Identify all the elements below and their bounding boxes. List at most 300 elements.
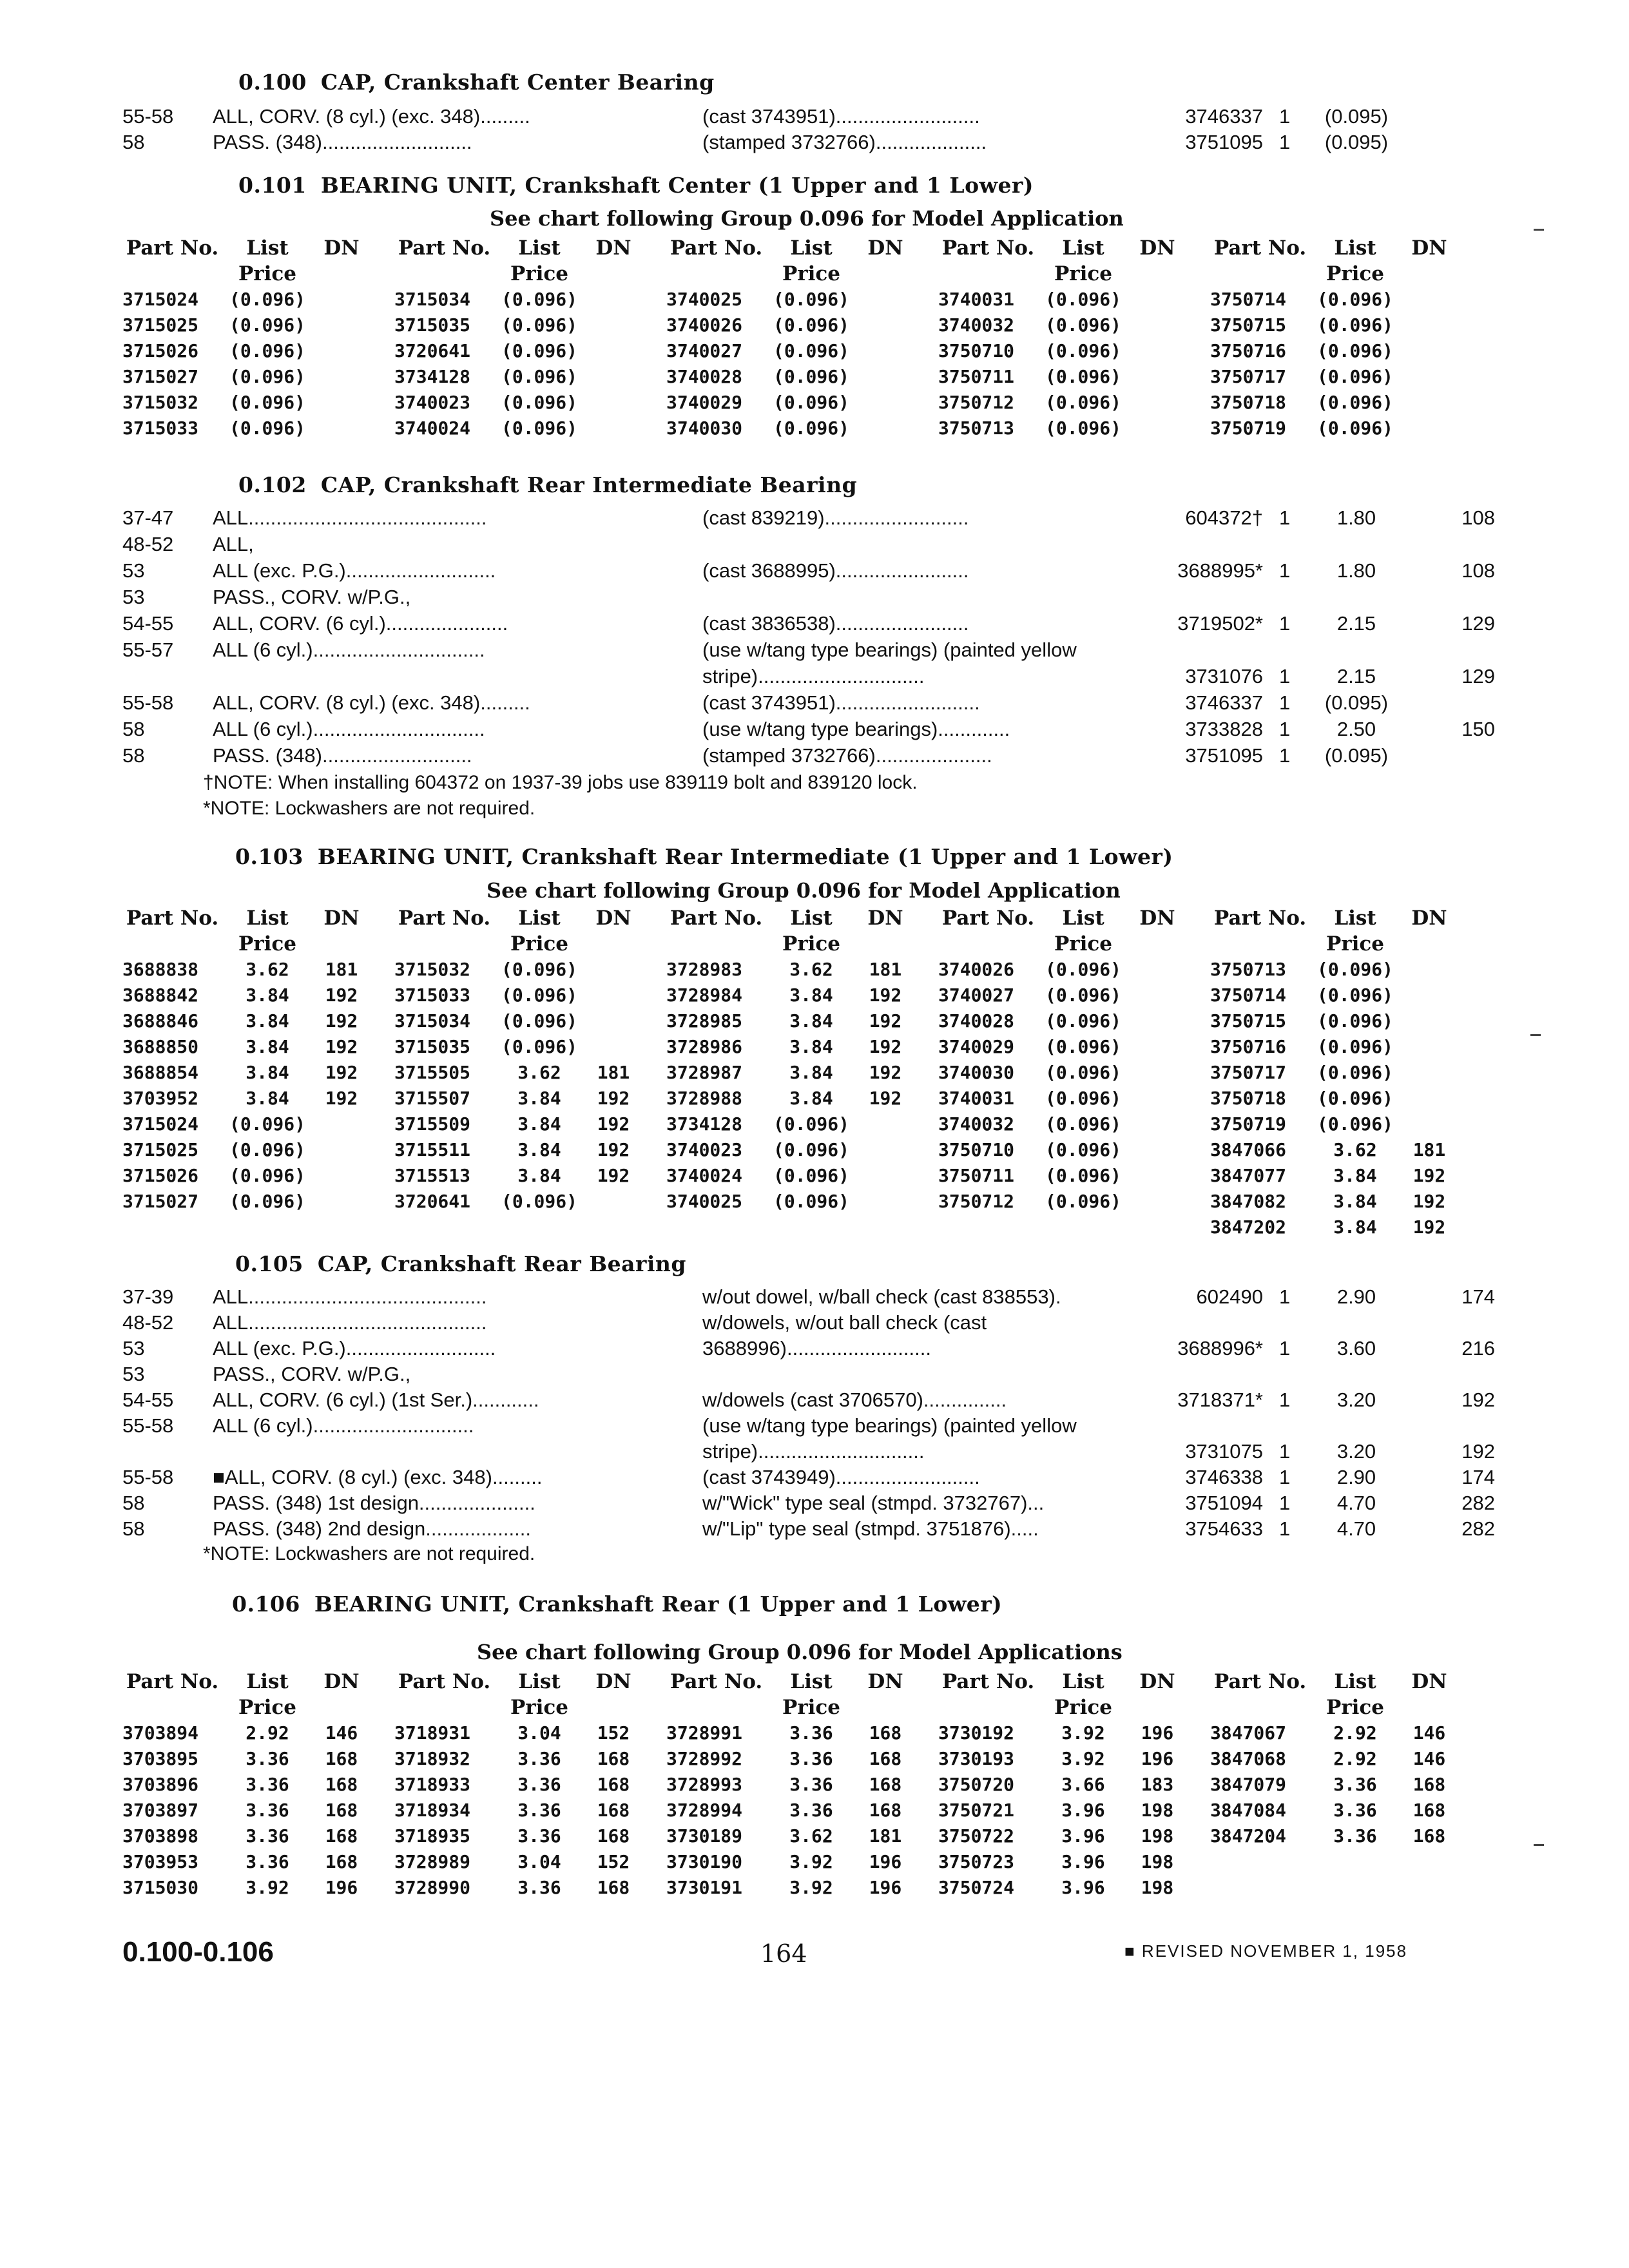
header-list-price: List Price xyxy=(782,1670,841,1719)
dn-cell: 168 xyxy=(869,1748,902,1769)
part-number-cell: 3754633 xyxy=(1185,1517,1263,1540)
table-row xyxy=(938,1034,1210,1060)
list-price-cell: (0.096) xyxy=(773,1191,849,1212)
part-number-cell: 3746337 xyxy=(1185,691,1263,714)
grid-header xyxy=(666,905,938,957)
part-number-cell: 3750721 xyxy=(938,1800,1015,1821)
list-price-cell: (0.096) xyxy=(773,340,849,361)
dn-cell xyxy=(856,416,914,441)
table-row xyxy=(938,312,1210,338)
table-row xyxy=(666,287,938,312)
description-cell: w/dowels, w/out ball check (cast xyxy=(702,1311,987,1334)
table-row xyxy=(666,1772,938,1798)
table-row xyxy=(394,338,666,364)
dn-cell: 181 xyxy=(869,959,902,980)
header-part: Part No. xyxy=(126,236,219,260)
list-price-cell: 3.62 xyxy=(517,1062,561,1083)
revision-date: ■ REVISED NOVEMBER 1, 1958 xyxy=(1124,1941,1408,1961)
dn-cell xyxy=(1400,1111,1458,1137)
list-price-cell: 3.84 xyxy=(789,1062,833,1083)
list-price-cell: 3.84 xyxy=(789,1088,833,1109)
table-row xyxy=(394,1060,666,1086)
part-number-cell: 3703895 xyxy=(122,1748,199,1769)
dn-cell xyxy=(584,338,642,364)
section-number: 0.103 xyxy=(235,844,304,869)
list-price-cell: (0.096) xyxy=(501,289,577,310)
dn-cell xyxy=(584,1008,642,1034)
description-cell: stripe).............................. xyxy=(702,665,925,687)
dn-cell xyxy=(1128,312,1186,338)
part-number-cell: 3740027 xyxy=(666,340,743,361)
dn-cell xyxy=(1128,364,1186,390)
part-number-cell: 3715509 xyxy=(394,1113,471,1135)
dn-cell: 192 xyxy=(1412,1191,1446,1212)
dn-cell: 196 xyxy=(1141,1722,1174,1744)
description-cell: w/"Lip" type seal (stmpd. 3751876)..... xyxy=(702,1517,1039,1540)
list-price-cell: (0.096) xyxy=(1045,392,1121,413)
dn-cell xyxy=(313,338,371,364)
part-number-cell: 3746338 xyxy=(1185,1466,1263,1488)
header-part: Part No. xyxy=(126,1670,219,1693)
years-cell: 55-58 xyxy=(122,1414,174,1437)
dn-cell: 150 xyxy=(1461,718,1495,740)
application-cell: PASS. (348) 2nd design................... xyxy=(213,1517,531,1540)
table-row xyxy=(666,364,938,390)
header-part: Part No. xyxy=(398,1670,491,1693)
quantity-cell: 1 xyxy=(1279,1389,1291,1411)
list-price-cell: 2.90 xyxy=(1336,1285,1376,1308)
list-price-cell: (0.096) xyxy=(1316,340,1393,361)
dn-cell xyxy=(584,390,642,416)
list-price-cell: 3.36 xyxy=(246,1774,289,1795)
application-cell: ALL, CORV. (8 cyl.) (exc. 348)......... xyxy=(213,691,530,714)
part-number-cell: 3740031 xyxy=(938,289,1015,310)
dn-cell xyxy=(1400,1060,1458,1086)
list-price-cell: 3.62 xyxy=(246,959,289,980)
application-cell: ALL........................................... xyxy=(213,1285,487,1308)
years-cell: 55-57 xyxy=(122,639,174,661)
list-price-cell: 3.36 xyxy=(517,1825,561,1847)
table-row xyxy=(394,1746,666,1772)
list-price-cell: (0.096) xyxy=(1045,1139,1121,1160)
part-number-cell: 602490 xyxy=(1196,1285,1263,1308)
list-price-cell: (0.095) xyxy=(1324,691,1389,714)
part-number-cell: 3750722 xyxy=(938,1825,1015,1847)
list-price-cell: 2.15 xyxy=(1336,612,1376,635)
part-number-cell: 3750715 xyxy=(1210,314,1287,336)
application-cell: ALL (exc. P.G.)........................... xyxy=(213,1337,496,1360)
quantity-cell: 1 xyxy=(1279,744,1291,767)
dn-cell: 146 xyxy=(325,1722,358,1744)
dn-cell: 196 xyxy=(869,1851,902,1872)
list-price-cell: 2.92 xyxy=(1333,1722,1377,1744)
list-price-cell: (0.096) xyxy=(773,366,849,387)
quantity-cell: 1 xyxy=(1279,665,1291,687)
table-row xyxy=(1210,1034,1482,1060)
table-row xyxy=(122,744,1508,771)
dn-cell: 168 xyxy=(597,1825,630,1847)
description-cell: (use w/tang type bearings)............. xyxy=(702,718,1010,740)
dn-cell: 168 xyxy=(869,1774,902,1795)
quantity-cell: 1 xyxy=(1279,559,1291,582)
part-number-cell: 3715032 xyxy=(394,959,471,980)
header-list-price: List Price xyxy=(510,907,569,956)
part-number-cell: 3740030 xyxy=(938,1062,1015,1083)
part-number-cell: 3751095 xyxy=(1185,131,1263,153)
list-price-cell: (0.095) xyxy=(1324,131,1389,153)
dn-cell xyxy=(856,390,914,416)
table-row xyxy=(938,1875,1210,1901)
table-row xyxy=(938,1720,1210,1746)
years-cell: 53 xyxy=(122,559,145,582)
part-number-cell: 3740029 xyxy=(938,1036,1015,1057)
description-cell: (stamped 3732766).................... xyxy=(702,131,987,153)
part-number-cell: 3703894 xyxy=(122,1722,199,1744)
header-part: Part No. xyxy=(398,236,491,260)
part-number-cell: 3730192 xyxy=(938,1722,1015,1744)
part-number-cell: 3740023 xyxy=(394,392,471,413)
list-price-cell: 3.20 xyxy=(1336,1440,1376,1463)
list-price-cell: 3.92 xyxy=(789,1877,833,1898)
part-number-cell: 3750724 xyxy=(938,1877,1015,1898)
header-list-price: List Price xyxy=(782,236,841,285)
description-cell: (stamped 3732766)..................... xyxy=(702,744,992,767)
list-price-cell: (0.096) xyxy=(501,959,577,980)
part-number-cell: 3688842 xyxy=(122,985,199,1006)
list-price-cell: 3.84 xyxy=(517,1113,561,1135)
table-row xyxy=(938,1060,1210,1086)
years-cell: 37-39 xyxy=(122,1285,174,1308)
dn-cell xyxy=(313,312,371,338)
list-price-cell: (0.096) xyxy=(1316,392,1393,413)
part-number-cell: 3750719 xyxy=(1210,1113,1287,1135)
list-price-cell: (0.096) xyxy=(501,1010,577,1032)
part-number-cell: 3750712 xyxy=(938,392,1015,413)
dn-cell: 168 xyxy=(597,1748,630,1769)
table-row xyxy=(1210,1823,1482,1849)
dn-cell: 168 xyxy=(1412,1825,1446,1847)
header-list-price: List Price xyxy=(238,907,297,956)
part-number-cell: 3688854 xyxy=(122,1062,199,1083)
list-price-cell: 3.36 xyxy=(789,1722,833,1744)
dn-cell xyxy=(856,287,914,312)
table-row xyxy=(122,1823,394,1849)
dn-cell xyxy=(584,957,642,983)
table-row xyxy=(394,983,666,1008)
grid-header xyxy=(1210,235,1482,287)
dn-cell: 168 xyxy=(1412,1800,1446,1821)
part-number-cell: 3740029 xyxy=(666,392,743,413)
dn-cell xyxy=(1400,983,1458,1008)
header-dn: DN xyxy=(867,236,903,260)
table-row xyxy=(122,364,394,390)
part-number-cell: 3718935 xyxy=(394,1825,471,1847)
dn-cell: 181 xyxy=(597,1062,630,1083)
part-number-cell: 3728992 xyxy=(666,1748,743,1769)
part-number-cell: 3715034 xyxy=(394,1010,471,1032)
list-price-cell: 3.84 xyxy=(517,1139,561,1160)
list-price-cell: (0.096) xyxy=(501,1036,577,1057)
application-cell: ALL........................................... xyxy=(213,506,487,529)
part-number-cell: 3750720 xyxy=(938,1774,1015,1795)
dn-cell: 196 xyxy=(869,1877,902,1898)
part-number-cell: 3751095 xyxy=(1185,744,1263,767)
header-dn: DN xyxy=(595,236,631,260)
list-price-cell: (0.096) xyxy=(501,1191,577,1212)
quantity-cell: 1 xyxy=(1279,506,1291,529)
table-row xyxy=(394,364,666,390)
table-row xyxy=(666,390,938,416)
application-cell: ALL, CORV. (8 cyl.) (exc. 348)......... xyxy=(213,105,530,128)
table-row xyxy=(1210,1189,1482,1215)
section-name: BEARING UNIT, Crankshaft Rear Intermediate (1 Upper and 1 Lower) xyxy=(317,844,1173,869)
table-row xyxy=(122,338,394,364)
table-row xyxy=(394,1875,666,1901)
grid-column xyxy=(666,1669,938,1901)
dn-cell xyxy=(313,390,371,416)
part-number-cell: 3703952 xyxy=(122,1088,199,1109)
dn-cell: 192 xyxy=(597,1139,630,1160)
dn-cell xyxy=(1128,1034,1186,1060)
table-row xyxy=(666,1720,938,1746)
table-row xyxy=(1210,287,1482,312)
table-row xyxy=(1210,983,1482,1008)
part-number-cell: 3715033 xyxy=(122,418,199,439)
part-number-cell: 3728991 xyxy=(666,1722,743,1744)
part-number-cell: 3740023 xyxy=(666,1139,743,1160)
part-number-cell: 3715035 xyxy=(394,314,471,336)
part-number-cell: 3715511 xyxy=(394,1139,471,1160)
table-row xyxy=(938,1823,1210,1849)
list-price-cell: (0.096) xyxy=(1045,1062,1121,1083)
table-row xyxy=(1210,1772,1482,1798)
dn-cell xyxy=(584,983,642,1008)
dn-cell xyxy=(584,364,642,390)
part-number-cell: 3715505 xyxy=(394,1062,471,1083)
list-price-cell: 3.36 xyxy=(517,1800,561,1821)
list-price-cell: 3.04 xyxy=(517,1851,561,1872)
header-dn: DN xyxy=(323,907,360,930)
dn-cell xyxy=(1128,1111,1186,1137)
dn-cell: 181 xyxy=(1412,1139,1446,1160)
table-row xyxy=(122,533,1508,559)
chart-note-0106: See chart following Group 0.096 for Model Applications xyxy=(477,1640,1123,1664)
section-title-0101 xyxy=(238,173,1034,198)
dn-cell: 192 xyxy=(325,1062,358,1083)
dn-cell: 192 xyxy=(1412,1165,1446,1186)
part-number-cell: 3731075 xyxy=(1185,1440,1263,1463)
dn-cell: 192 xyxy=(325,1010,358,1032)
list-price-cell: (0.096) xyxy=(501,985,577,1006)
section-number: 0.100 xyxy=(238,70,307,95)
dn-cell: 174 xyxy=(1461,1285,1495,1308)
grid-column xyxy=(1210,905,1482,1240)
quantity-cell: 1 xyxy=(1279,612,1291,635)
dn-cell: 196 xyxy=(1141,1748,1174,1769)
list-price-cell: 3.36 xyxy=(246,1748,289,1769)
dn-cell: 168 xyxy=(597,1800,630,1821)
header-list-price: List Price xyxy=(510,236,569,285)
header-list-price: List Price xyxy=(1325,1670,1385,1719)
header-dn: DN xyxy=(867,907,903,930)
grid-header xyxy=(666,1669,938,1720)
part-number-cell: 3728994 xyxy=(666,1800,743,1821)
dn-cell xyxy=(1400,416,1458,441)
table-row xyxy=(122,1137,394,1163)
grid-column xyxy=(938,235,1210,441)
list-price-cell: (0.096) xyxy=(1045,340,1121,361)
dn-cell xyxy=(1128,1086,1186,1111)
grid-header xyxy=(122,1669,394,1720)
part-number-cell: 3847084 xyxy=(1210,1800,1287,1821)
list-price-cell: (0.096) xyxy=(773,1139,849,1160)
table-row xyxy=(394,1086,666,1111)
dn-cell xyxy=(856,1189,914,1215)
table-row xyxy=(666,1086,938,1111)
dn-cell xyxy=(856,1137,914,1163)
table-row xyxy=(666,1849,938,1875)
part-number-cell: 3847204 xyxy=(1210,1825,1287,1847)
table-row xyxy=(1210,390,1482,416)
list-price-cell: (0.096) xyxy=(1316,1036,1393,1057)
header-dn: DN xyxy=(1411,1670,1447,1693)
section-name: BEARING UNIT, Crankshaft Rear (1 Upper and 1 Lower) xyxy=(314,1591,1003,1617)
table-row xyxy=(938,1111,1210,1137)
header-part: Part No. xyxy=(670,1670,763,1693)
header-dn: DN xyxy=(867,1670,903,1693)
table-row xyxy=(938,1849,1210,1875)
list-price-cell: (0.096) xyxy=(229,392,305,413)
list-price-cell: (0.096) xyxy=(1316,1088,1393,1109)
table-row xyxy=(122,1337,1508,1363)
grid-column xyxy=(394,235,666,441)
table-row xyxy=(666,1111,938,1137)
application-cell: ALL, CORV. (6 cyl.)...................... xyxy=(213,612,508,635)
header-list-price: List Price xyxy=(510,1670,569,1719)
note-dagger: †NOTE: When installing 604372 on 1937-39 jobs use 839119 bolt and 839120 lock. xyxy=(203,772,918,793)
application-cell: ALL, xyxy=(213,533,254,555)
grid-header xyxy=(666,235,938,287)
years-cell: 58 xyxy=(122,1492,145,1514)
table-row xyxy=(122,1111,394,1137)
header-dn: DN xyxy=(1411,907,1447,930)
list-price-cell: (0.096) xyxy=(229,340,305,361)
part-number-cell: 3688996* xyxy=(1177,1337,1263,1360)
grid-header xyxy=(938,235,1210,287)
table-row xyxy=(122,105,1508,131)
table-row xyxy=(666,957,938,983)
dn-cell xyxy=(856,312,914,338)
application-cell: ALL (6 cyl.)............................... xyxy=(213,639,485,661)
quantity-cell: 1 xyxy=(1279,1466,1291,1488)
part-number-cell: 3847079 xyxy=(1210,1774,1287,1795)
years-cell: 54-55 xyxy=(122,612,174,635)
chart-note-0103: See chart following Group 0.096 for Model Application xyxy=(487,878,1121,903)
list-price-cell: 2.92 xyxy=(246,1722,289,1744)
table-row xyxy=(394,957,666,983)
table-row xyxy=(394,1034,666,1060)
header-part: Part No. xyxy=(941,907,1035,930)
grid-column xyxy=(666,905,938,1240)
part-number-cell: 3715027 xyxy=(122,1191,199,1212)
list-price-cell: (0.096) xyxy=(1045,1165,1121,1186)
list-price-cell: (0.096) xyxy=(501,392,577,413)
list-price-cell: (0.096) xyxy=(773,418,849,439)
grid-column xyxy=(122,235,394,441)
dn-cell: 181 xyxy=(325,959,358,980)
list-price-cell: 3.92 xyxy=(1061,1748,1105,1769)
part-number-cell: 3730193 xyxy=(938,1748,1015,1769)
parts-grid-0101 xyxy=(122,235,1482,441)
part-number-cell: 3703897 xyxy=(122,1800,199,1821)
list-price-cell: (0.096) xyxy=(501,314,577,336)
dn-cell: 168 xyxy=(325,1851,358,1872)
years-cell: 53 xyxy=(122,1337,145,1360)
table-row xyxy=(122,1875,394,1901)
header-dn: DN xyxy=(323,236,360,260)
list-price-cell: 3.84 xyxy=(246,1036,289,1057)
years-cell: 58 xyxy=(122,131,145,153)
part-number-cell: 3847082 xyxy=(1210,1191,1287,1212)
table-row xyxy=(122,1311,1508,1338)
dn-cell: 192 xyxy=(869,1010,902,1032)
dn-cell xyxy=(584,416,642,441)
part-number-cell: 3730189 xyxy=(666,1825,743,1847)
table-row xyxy=(1210,957,1482,983)
grid-column xyxy=(938,905,1210,1240)
table-row xyxy=(938,364,1210,390)
dn-cell: 168 xyxy=(325,1800,358,1821)
part-number-cell: 3740028 xyxy=(666,366,743,387)
table-row xyxy=(666,1823,938,1849)
part-number-cell: 3750714 xyxy=(1210,289,1287,310)
header-part: Part No. xyxy=(941,1670,1035,1693)
quantity-cell: 1 xyxy=(1279,131,1291,153)
grid-column xyxy=(1210,235,1482,441)
list-price-cell: 3.36 xyxy=(789,1800,833,1821)
table-row xyxy=(394,1163,666,1189)
table-row xyxy=(122,718,1508,744)
dn-cell xyxy=(1128,1008,1186,1034)
application-cell: ■ALL, CORV. (8 cyl.) (exc. 348)......... xyxy=(213,1466,543,1488)
list-price-cell: 3.04 xyxy=(517,1722,561,1744)
section-number: 0.105 xyxy=(235,1251,304,1276)
table-row xyxy=(122,639,1508,665)
table-row xyxy=(666,1137,938,1163)
part-number-cell: 3740026 xyxy=(666,314,743,336)
list-price-cell: 3.84 xyxy=(1333,1165,1377,1186)
table-row xyxy=(122,612,1508,639)
table-row xyxy=(122,1414,1508,1441)
table-row xyxy=(938,338,1210,364)
table-row xyxy=(122,586,1508,612)
header-part: Part No. xyxy=(1213,1670,1307,1693)
header-part: Part No. xyxy=(398,907,491,930)
part-number-cell: 3750716 xyxy=(1210,1036,1287,1057)
table-row xyxy=(1210,338,1482,364)
table-row xyxy=(122,1008,394,1034)
dn-cell: 192 xyxy=(869,1036,902,1057)
part-number-cell: 3718931 xyxy=(394,1722,471,1744)
list-price-cell: 3.84 xyxy=(1333,1191,1377,1212)
header-part: Part No. xyxy=(670,907,763,930)
table-row xyxy=(122,1517,1508,1544)
list-price-cell: (0.096) xyxy=(1316,314,1393,336)
table-row xyxy=(122,1389,1508,1415)
part-number-cell: 3728986 xyxy=(666,1036,743,1057)
part-number-cell: 3715024 xyxy=(122,289,199,310)
dn-cell: 168 xyxy=(597,1877,630,1898)
